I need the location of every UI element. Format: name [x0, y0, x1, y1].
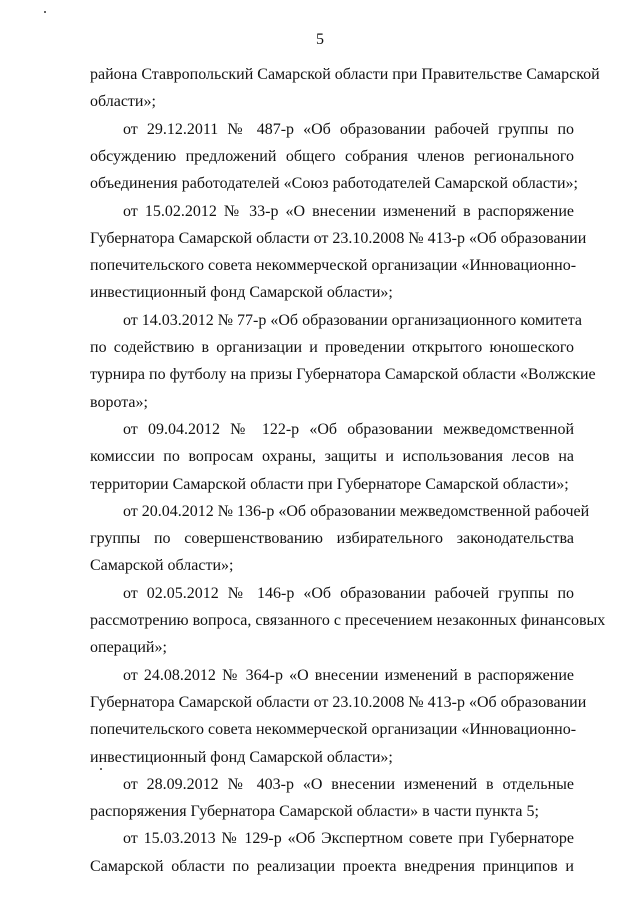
text-line: объединения работодателей «Союз работодателей Самарской области»;	[90, 175, 578, 192]
text-line: операций»;	[90, 639, 167, 656]
text-line: Губернатора Самарской области от 23.10.2008 № 413-р «Об образовании	[90, 694, 587, 711]
text-line: по содействию в организации и проведении открытого юношеского	[90, 339, 574, 356]
text-line: обсуждению предложений общего собрания членов регионального	[90, 148, 574, 165]
text-line: Самарской области по реализации проекта внедрения принципов и	[90, 858, 574, 875]
text-line: от 15.02.2012 № 33-р «О внесении изменений в распоряжение	[123, 203, 574, 220]
text-line: инвестиционный фонд Самарской области»;	[90, 284, 393, 301]
text-line: попечительского совета некоммерческой организации «Инновационно-	[90, 721, 577, 738]
text-line: группы по совершенствованию избирательного законодательства	[90, 530, 574, 547]
text-line: от 14.03.2012 № 77-р «Об образовании организационного комитета	[123, 312, 583, 329]
text-line: от 20.04.2012 № 136-р «Об образовании межведомственной рабочей	[123, 503, 590, 520]
scan-speck-mark	[44, 11, 46, 13]
text-line: турнира по футболу на призы Губернатора Самарской области «Волжские	[90, 366, 596, 383]
text-line: от 02.05.2012 № 146-р «Об образовании рабочей группы по	[123, 585, 574, 602]
text-line: попечительского совета некоммерческой организации «Инновационно-	[90, 257, 577, 274]
text-line: распоряжения Губернатора Самарской области» в части пункта 5;	[90, 803, 539, 820]
text-line: ворота»;	[90, 394, 148, 411]
page-number: 5	[316, 31, 324, 48]
text-line: от 29.12.2011 № 487-р «Об образовании рабочей группы по	[123, 121, 574, 138]
text-line: от 15.03.2013 № 129-р «Об Экспертном совете при Губернаторе	[123, 830, 574, 847]
text-line: Самарской области»;	[90, 557, 234, 574]
text-line: территории Самарской области при Губернаторе Самарской области»;	[90, 476, 569, 493]
text-line: Губернатора Самарской области от 23.10.2008 № 413-р «Об образовании	[90, 230, 587, 247]
text-line: от 28.09.2012 № 403-р «О внесении изменений в отдельные	[123, 776, 574, 793]
text-line: области»;	[90, 93, 156, 110]
text-line: рассмотрению вопроса, связанного с пресечением незаконных финансовых	[90, 612, 606, 629]
text-line: от 24.08.2012 № 364-р «О внесении изменений в распоряжение	[123, 667, 574, 684]
text-line: от 09.04.2012 № 122-р «Об образовании межведомственной	[123, 421, 574, 438]
text-line: комиссии по вопросам охраны, защиты и использования лесов на	[90, 448, 574, 465]
text-line: района Ставропольский Самарской области при Правительстве Самарской	[90, 66, 600, 83]
text-line: инвестиционный фонд Самарской области»;	[90, 749, 393, 766]
